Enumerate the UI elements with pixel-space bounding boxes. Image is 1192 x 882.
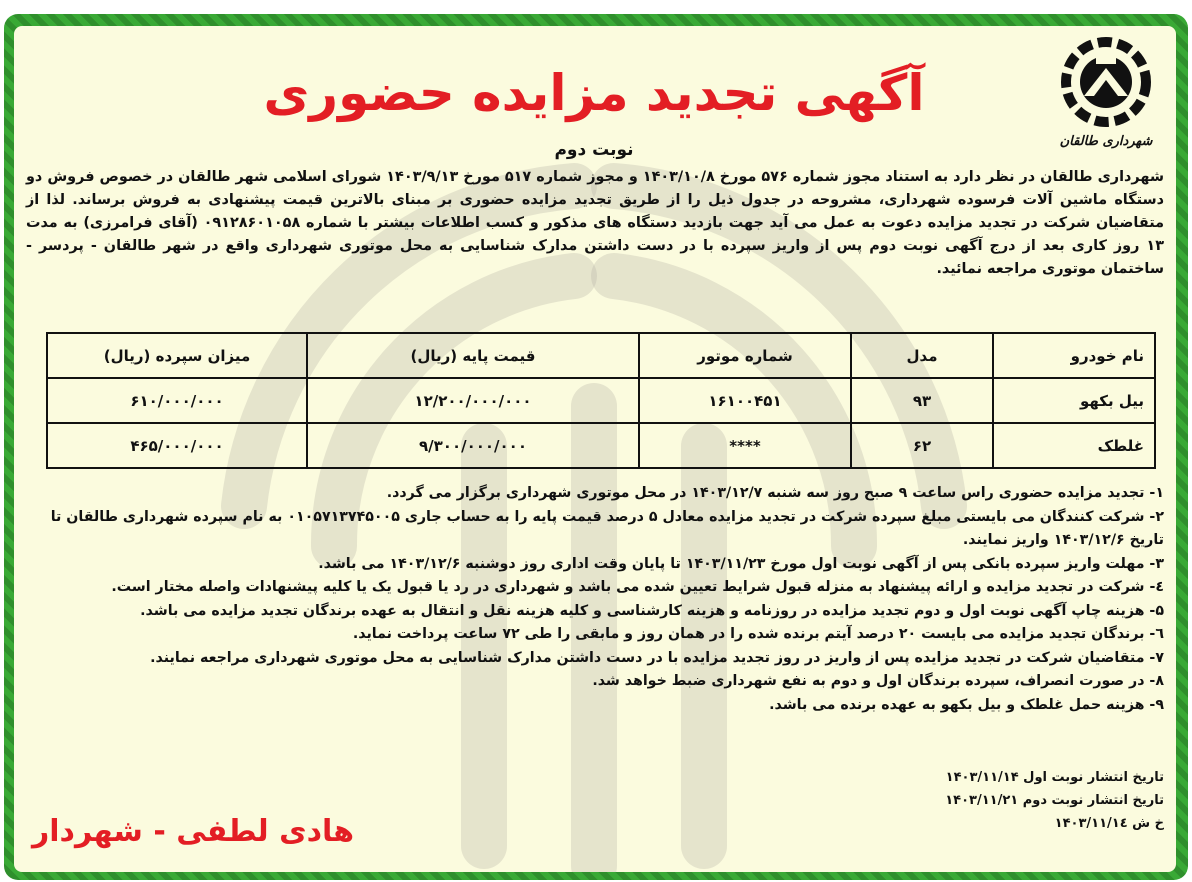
cell-deposit: ۶۱۰/۰۰۰/۰۰۰ bbox=[47, 378, 307, 423]
header-model: مدل bbox=[851, 333, 993, 378]
cell-deposit: ۴۶۵/۰۰۰/۰۰۰ bbox=[47, 423, 307, 468]
cell-vehicle: بیل بکهو bbox=[993, 378, 1155, 423]
table-row bbox=[47, 378, 1155, 423]
header-deposit: میزان سپرده (ریال) bbox=[47, 333, 307, 378]
publication-dates bbox=[664, 766, 1164, 835]
cell-model: ۶۲ bbox=[851, 423, 993, 468]
header-engine: شماره موتور bbox=[639, 333, 851, 378]
term-item: ۹- هزینه حمل غلطک و بیل بکهو به عهده برنده می باشد. bbox=[769, 696, 1164, 713]
cell-engine: **** bbox=[639, 423, 851, 468]
cell-vehicle: غلطک bbox=[993, 423, 1155, 468]
terms-list bbox=[26, 482, 1164, 717]
taleghan-emblem-icon bbox=[1058, 34, 1154, 130]
top-strip bbox=[0, 0, 1192, 12]
term-item: ۲- شرکت کنندگان می بایستی مبلغ سپرده شرکت در تجدید مزایده معادل ۵ درصد قیمت پایه را به حساب جاری ۰۱۰۵۷۱۳۷۴۵۰۰۵ به نام سپرده شهرداری طالقان تا تاریخ ۱۴۰۳/۱۲/۶ واریز نمایند. bbox=[50, 508, 1164, 548]
notice-paper bbox=[14, 26, 1176, 872]
notice-content bbox=[14, 26, 1176, 872]
municipality-logo bbox=[1058, 34, 1154, 164]
header-base-price: قیمت پایه (ریال) bbox=[307, 333, 639, 378]
cell-base-price: ۹/۳۰۰/۰۰۰/۰۰۰ bbox=[307, 423, 639, 468]
cell-engine: ۱۶۱۰۰۴۵۱ bbox=[639, 378, 851, 423]
cell-base-price: ۱۲/۲۰۰/۰۰۰/۰۰۰ bbox=[307, 378, 639, 423]
mayor-signature: هادی لطفی - شهردار bbox=[32, 814, 355, 849]
term-item: ۵- هزینه چاپ آگهی نوبت اول و دوم تجدید مزایده در روزنامه و هزینه کارشناسی و کلیه هزینه نقل و انتقال به عهده برندگان تجدید مزایده می باشد. bbox=[140, 602, 1164, 619]
term-item: ۷- متقاضیان شرکت در تجدید مزایده پس از واریز در روز تجدید مزایده با در دست داشتن مدارک شناسایی به محل موتوری شهرداری مراجعه نمایند. bbox=[150, 649, 1164, 666]
table-header-row bbox=[47, 333, 1155, 378]
publication-code: خ ش ۱۴۰۳/۱۱/۱٤ bbox=[1054, 816, 1164, 831]
table-row bbox=[47, 423, 1155, 468]
page-title: آگهی تجدید مزایده حضوری bbox=[263, 64, 925, 122]
term-item: ٤- شرکت در تجدید مزایده و ارائه پیشنهاد به منزله قبول شرایط تعیین شده می باشد و شهرداری در رد یا قبول یک یا کلیه پیشنهادات واصله مختار است. bbox=[111, 579, 1164, 595]
vehicles-table bbox=[46, 332, 1156, 469]
term-item: ۱- تجدید مزایده حضوری راس ساعت ۹ صبح روز سه شنبه ۱۴۰۳/۱۲/۷ در محل موتوری شهرداری برگزار می گردد. bbox=[386, 485, 1164, 501]
cell-model: ۹۳ bbox=[851, 378, 993, 423]
term-item: ٦- برندگان تجدید مزایده می بایست ۲۰ درصد آیتم برنده شده را در همان روز و مابقی را طی ۷۲ ساعت پرداخت نماید. bbox=[352, 626, 1164, 642]
first-publication-date: تاریخ انتشار نوبت اول ۱۴۰۳/۱۱/۱۴ bbox=[945, 770, 1164, 785]
header-vehicle: نام خودرو bbox=[993, 333, 1155, 378]
term-item: ۳- مهلت واریز سپرده بانکی پس از آگهی نوبت اول مورخ ۱۴۰۳/۱۱/۲۳ تا پایان وقت اداری روز دوشنبه ۱۴۰۳/۱۲/۶ می باشد. bbox=[318, 555, 1164, 572]
notice-round: نوبت دوم bbox=[554, 140, 634, 160]
intro-paragraph: شهرداری طالقان در نظر دارد به استناد مجوز شماره ۵۷۶ مورخ ۱۴۰۳/۱۰/۸ و مجوز شماره ۵۱۷ مورخ ۱۴۰۳/۹/۱۳ شورای اسلامی شهر طالقان در خصوص فروش دو دستگاه ماشین آلات فرسوده شهرداری، مشروحه در جدول ذیل را از طریق تجدید مزایده حضوری بر مبنای بالاترین قیمت پیشنهادی به فروش برساند. لذا از متقاضیان شرکت در تجدید مزایده دعوت به عمل می آید جهت بازدید دستگاه های مذکور و کسب اطلاعات بیشتر با شماره ۰۹۱۲۸۶۰۱۰۵۸ (آقای فرامرزی) به مدت ۱۳ روز کاری بعد از درج آگهی نوبت دوم پس از واریز سپرده با در دست داشتن مدارک شناسایی به محل موتوری شهرداری واقع در شهر طالقان - پردسر - ساختمان موتوری مراجعه نمائید. bbox=[25, 169, 1164, 277]
logo-caption: شهرداری طالقان bbox=[1059, 134, 1153, 149]
second-publication-date: تاریخ انتشار نوبت دوم ۱۴۰۳/۱۱/۲۱ bbox=[945, 793, 1164, 808]
term-item: ۸- در صورت انصراف، سپرده برندگان اول و دوم به نفع شهرداری ضبط خواهد شد. bbox=[592, 673, 1164, 689]
